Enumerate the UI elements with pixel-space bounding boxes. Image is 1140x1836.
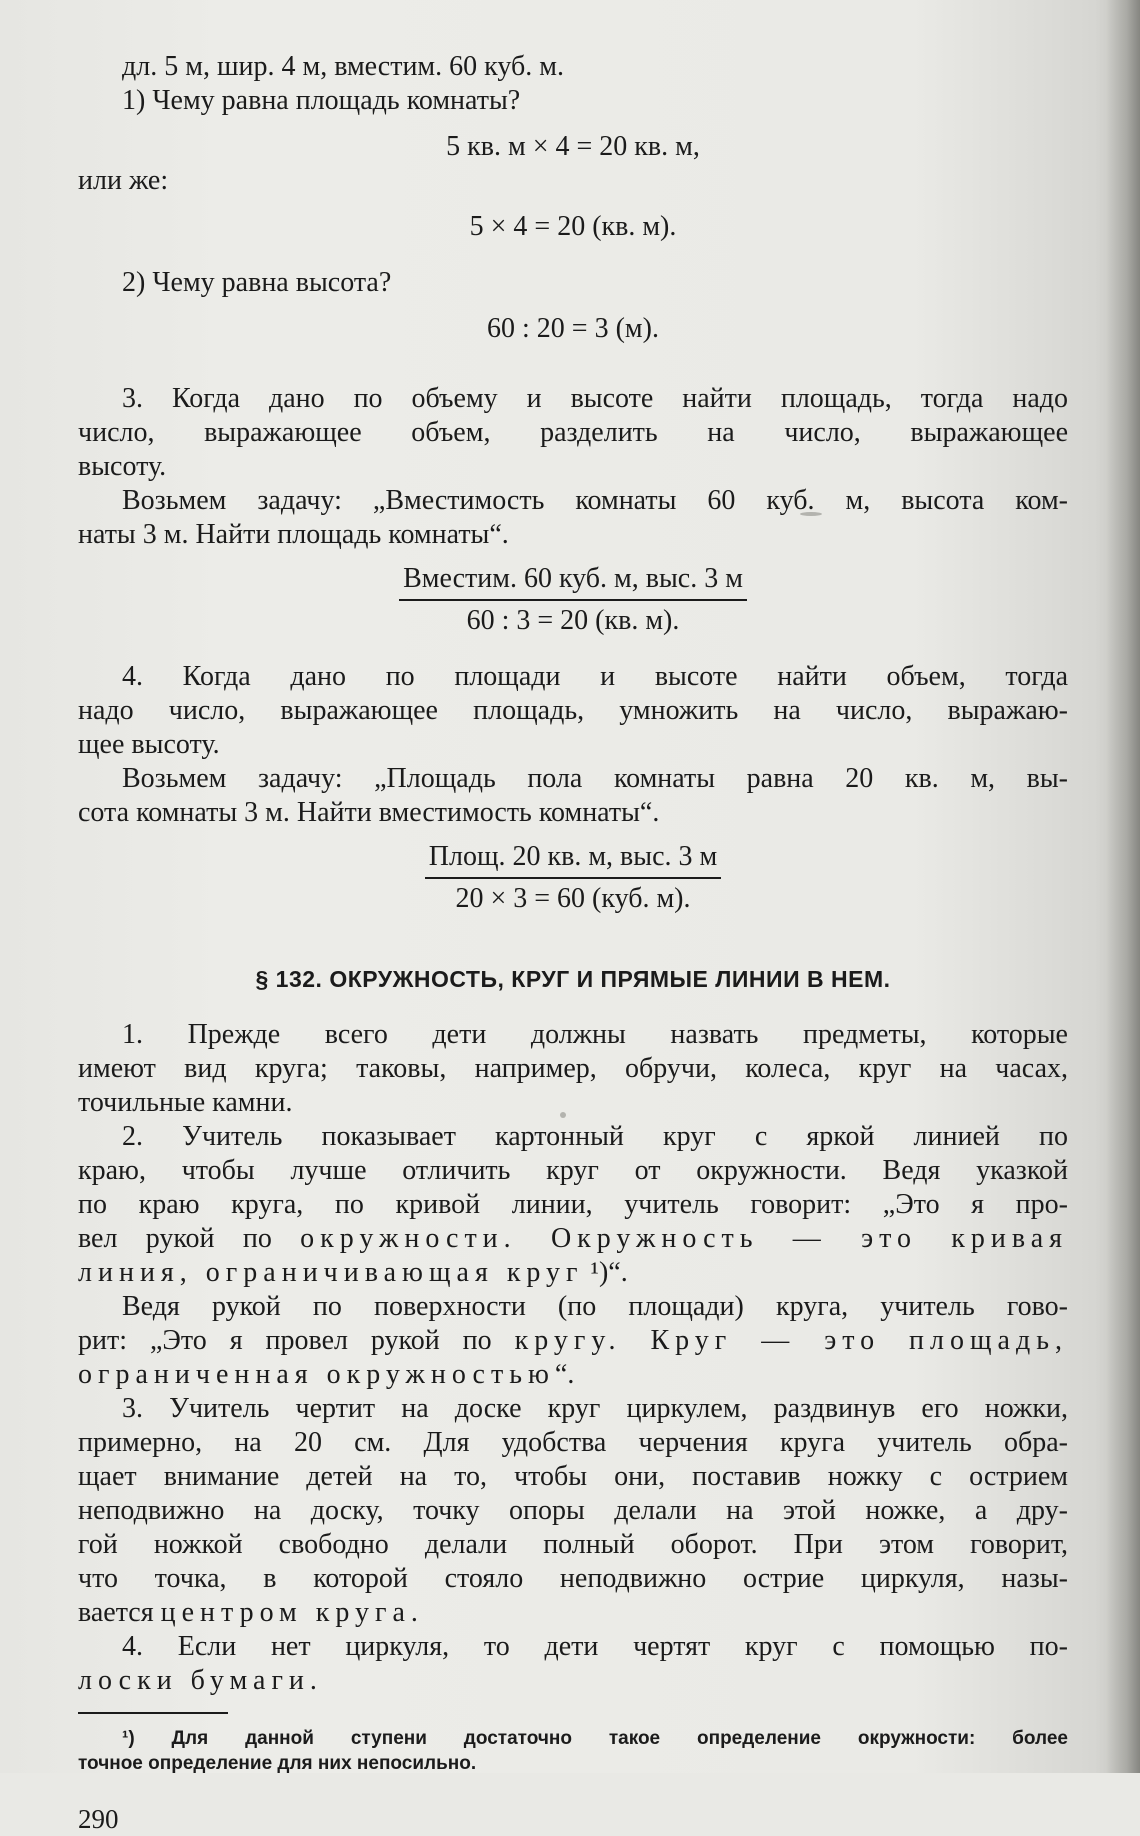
footnote-line: ¹) Для данной ступени достаточно такое определение окружности: более bbox=[122, 1728, 1068, 1749]
text-run: “. bbox=[554, 1359, 575, 1390]
text-line: 1) Чему равна площадь комнаты? bbox=[122, 85, 521, 116]
text-line: сота комнаты 3 м. Найти вместимость комнаты“. bbox=[78, 797, 660, 828]
text-line: что точка, в которой стояло неподвижно острие циркуля, назы- bbox=[78, 1563, 1068, 1594]
text-line: 2. Учитель показывает картонный круг с яркой линией по bbox=[122, 1121, 1068, 1152]
spaced-emphasis: центром круга. bbox=[160, 1597, 424, 1628]
text-line: по краю круга, по кривой линии, учитель говорит: „Это я про- bbox=[78, 1189, 1068, 1220]
text-line: Возьмем задачу: „Вместимость комнаты 60 куб. м, высота ком- bbox=[122, 485, 1068, 516]
text-line bbox=[78, 1596, 1068, 1630]
equation: 5 кв. м × 4 = 20 кв. м, bbox=[446, 131, 700, 162]
page-number: 290 bbox=[78, 1804, 119, 1834]
text-line: примерно, на 20 см. Для удобства черчения круга учитель обра- bbox=[78, 1427, 1068, 1458]
text-line: надо число, выражающее площадь, умножить на число, выражаю- bbox=[78, 695, 1068, 726]
section-heading: § 132. ОКРУЖНОСТЬ, КРУГ И ПРЯМЫЕ ЛИНИИ В НЕМ. bbox=[255, 966, 891, 992]
text-line: наты 3 м. Найти площадь комнаты“. bbox=[78, 519, 509, 550]
spaced-emphasis: кругу. Круг — это площадь, bbox=[514, 1325, 1068, 1356]
text-line: высоту. bbox=[78, 451, 167, 482]
text-line: 2) Чему равна высота? bbox=[122, 267, 392, 298]
text-line: 4. Если нет циркуля, то дети чертят круг с помощью по- bbox=[122, 1631, 1068, 1662]
text-line: лоски бумаги. bbox=[78, 1665, 323, 1696]
spaced-emphasis: ограниченная окружностью bbox=[78, 1359, 555, 1390]
fraction-numerator: Вместим. 60 куб. м, выс. 3 м bbox=[399, 562, 747, 601]
fraction-denominator: 20 × 3 = 60 (куб. м). bbox=[455, 883, 691, 914]
page-text bbox=[78, 50, 1068, 1836]
text-line bbox=[78, 1324, 1068, 1358]
text-line: неподвижно на доску, точку опоры делали на этой ножке, а дру- bbox=[78, 1495, 1068, 1526]
equation: 5 × 4 = 20 (кв. м). bbox=[469, 211, 677, 242]
text-line: краю, чтобы лучше отличить круг от окружности. Ведя указкой bbox=[78, 1155, 1068, 1186]
text-line: Ведя рукой по поверхности (по площади) круга, учитель гово- bbox=[122, 1291, 1068, 1322]
equation: 60 : 20 = 3 (м). bbox=[487, 313, 659, 344]
spaced-emphasis: окружности. Окружность — это кривая bbox=[300, 1223, 1069, 1254]
text-run: вается bbox=[78, 1597, 154, 1628]
text-line: Возьмем задачу: „Площадь пола комнаты равна 20 кв. м, вы- bbox=[122, 763, 1068, 794]
fraction-layout bbox=[399, 562, 747, 638]
text-line: имеют вид круга; таковы, например, обручи, колеса, круг на часах, bbox=[78, 1053, 1068, 1084]
fraction-layout bbox=[425, 840, 721, 916]
text-line: 3. Когда дано по объему и высоте найти площадь, тогда надо bbox=[122, 383, 1068, 414]
text-line: точильные камни. bbox=[78, 1087, 293, 1118]
text-line: гой ножкой свободно делали полный оборот. При этом говорит, bbox=[78, 1529, 1068, 1560]
fraction-denominator: 60 : 3 = 20 (кв. м). bbox=[466, 605, 680, 636]
footnote-line: точное определение для них непосильно. bbox=[78, 1753, 477, 1774]
text-line: 1. Прежде всего дети должны назвать предметы, которые bbox=[122, 1019, 1068, 1050]
text-line: щее высоту. bbox=[78, 729, 220, 760]
text-line: число, выражающее объем, разделить на число, выражающее bbox=[78, 417, 1068, 448]
page-edge-shadow bbox=[1106, 0, 1140, 1773]
text-line: или же: bbox=[78, 165, 169, 196]
footnote-ref: ¹)“. bbox=[590, 1257, 628, 1288]
text-line bbox=[78, 1256, 1068, 1290]
text-line bbox=[78, 1222, 1068, 1256]
text-line: дл. 5 м, шир. 4 м, вместим. 60 куб. м. bbox=[122, 51, 564, 82]
text-line: 3. Учитель чертит на доске круг циркулем, раздвинув его ножки, bbox=[122, 1393, 1068, 1424]
text-run: рит: „Это я провел рукой по bbox=[78, 1325, 492, 1356]
fraction-numerator: Площ. 20 кв. м, выс. 3 м bbox=[425, 840, 721, 879]
footnote-rule bbox=[78, 1712, 228, 1714]
text-line bbox=[78, 1358, 1068, 1392]
text-line: 4. Когда дано по площади и высоте найти объем, тогда bbox=[122, 661, 1068, 692]
spaced-emphasis: линия, ограничивающая круг bbox=[78, 1257, 584, 1288]
text-run: вел рукой по bbox=[78, 1223, 272, 1254]
text-line: щает внимание детей на то, чтобы они, поставив ножку с острием bbox=[78, 1461, 1068, 1492]
